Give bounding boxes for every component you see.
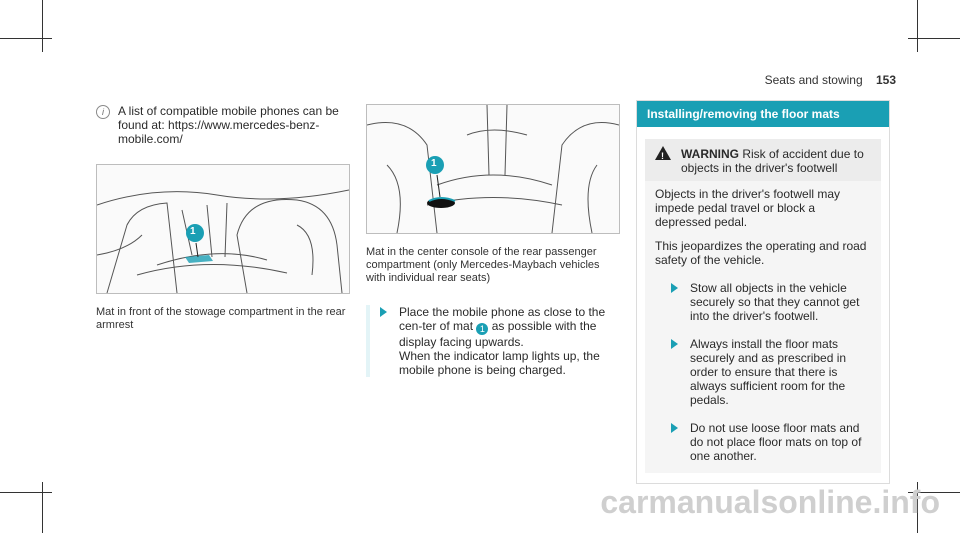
crop-mark	[42, 482, 43, 533]
figure-callout: 1	[431, 158, 437, 169]
seat-illustration	[97, 165, 349, 293]
step-arrow-icon	[671, 339, 678, 349]
warning-label: WARNING	[681, 147, 739, 161]
crop-mark	[917, 0, 918, 52]
callout-badge: 1	[476, 323, 488, 335]
console-illustration	[367, 105, 619, 233]
step-text: Stow all objects in the vehicle securely so that they cannot get into the driver's footwell.	[690, 281, 860, 323]
warning-body	[645, 181, 881, 473]
note-text: A list of compatible mobile phones can be found at: https://www.mercedes-benz-mobile.com/	[118, 104, 339, 146]
info-note	[96, 104, 350, 146]
figure-callout: 1	[190, 226, 196, 237]
step-text-c: When the indicator lamp lights up, the mobile phone is being charged.	[399, 349, 600, 377]
section-box	[636, 100, 890, 484]
step-text: Do not use loose floor mats and do not place floor mats on top of one another.	[690, 421, 862, 463]
crop-mark	[42, 0, 43, 52]
page-number: 153	[875, 73, 896, 87]
crop-mark	[0, 492, 52, 493]
section-heading: Installing/removing the floor mats	[637, 101, 889, 127]
crop-mark	[0, 38, 52, 39]
step-arrow-icon	[380, 307, 387, 317]
step-text-b: as possible with the display facing upwards.	[399, 319, 597, 349]
step-text	[399, 305, 620, 377]
info-icon: i	[96, 105, 110, 119]
step-text: Always install the floor mats securely and as prescribed in order to ensure that there is always sufficient room for the pedals.	[690, 337, 847, 407]
page-header	[765, 73, 896, 87]
step-arrow-icon	[671, 283, 678, 293]
warning-step	[655, 421, 871, 463]
warning-para: Objects in the driver's footwell may impede pedal travel or block a depressed pedal.	[655, 187, 841, 229]
column-3	[636, 100, 890, 484]
instruction-step	[366, 305, 620, 377]
figure-rear-armrest	[96, 164, 350, 294]
step-text-a: Place the mobile phone as close to the cen-ter of mat	[399, 305, 606, 333]
section-title: Seats and stowing	[764, 73, 863, 87]
column-1	[96, 104, 350, 332]
figure-caption: Mat in the center console of the rear passenger compartment (only Mercedes-Maybach vehicles with individual rear seats)	[366, 246, 600, 284]
figure-center-console	[366, 104, 620, 234]
column-2	[366, 104, 620, 377]
crop-mark	[908, 38, 960, 39]
watermark: carmanualsonline.info	[600, 484, 940, 520]
warning-para: This jeopardizes the operating and road safety of the vehicle.	[655, 239, 867, 267]
warning-header	[645, 139, 881, 181]
warning-title: Risk of accident due to objects in the driver's footwell	[681, 147, 864, 175]
step-arrow-icon	[671, 423, 678, 433]
warning-step	[655, 281, 871, 323]
warning-icon: !	[655, 146, 671, 160]
figure-caption: Mat in front of the stowage compartment in the rear armrest	[96, 306, 346, 331]
warning-step	[655, 337, 871, 407]
